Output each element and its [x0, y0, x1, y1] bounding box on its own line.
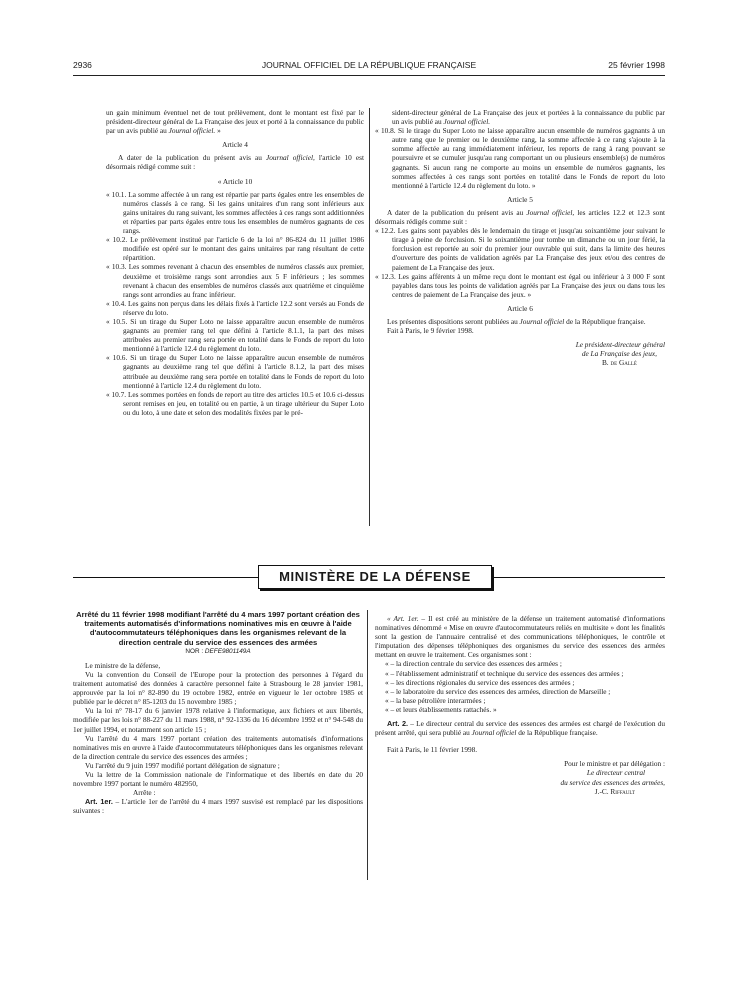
ministry-title: MINISTÈRE DE LA DÉFENSE: [258, 565, 492, 589]
arrete-word: Arrête :: [133, 788, 156, 798]
header-rule: [73, 75, 665, 76]
article-2-text: Art. 2. – Le directeur central du service des essences des armées est chargé de l'exécution du présent arrêté, qui sera publié au Journal officiel de la République française.: [375, 719, 665, 738]
fait-a-paris: Fait à Paris, le 9 février 1998.: [387, 326, 474, 336]
list-item: « 10.5. Si un tirage du Super Loto ne laisse apparaître aucun ensemble de numéros gagnants au premier rang tel que défini à l'article 8.1.1, la part des mises attribuées au premier rang sera portée en totalité dans le Fonds de report du loto mentionné à l'article 12.4 du règlement du loto.: [106, 316, 364, 354]
issue-date: 25 février 1998: [608, 60, 665, 70]
quoted-article: « Art. 1er. – Il est créé au ministère de la défense un traitement automatisé d'informations nominatives dénommé « Mise en œuvre d'autocommutateurs reliés en multisite » dont les finalités sont la gestion de l'annuaire centralisé et des communications téléphoniques, le contrôle et l'imputation des dépenses téléphoniques des organismes du service des essences des armées mettant en œuvre le traitement. Ces organismes sont :: [375, 614, 665, 660]
signatory-title: de La Française des jeux,: [581, 349, 657, 359]
list-item: « 10.7. Les sommes portées en fonds de report au titre des articles 10.5 et 10.6 ci-dessus seront remises en jeu, en totalité ou en partie, à un tirage ultérieur du Super Loto ou du loto, à une date et selon des modalités fixées par le pré-: [106, 389, 364, 417]
body-paragraph: Vu l'arrêté du 4 mars 1997 portant création des traitements automatisés d'informations nominatives mis en œuvre à l'aide d'autocommutateurs téléphoniques dans les organismes relevant de la direction centrale du service des essences des armées ;: [73, 733, 363, 761]
article-6-text: Les présentes dispositions seront publiées au Journal officiel de la République française.: [387, 316, 646, 326]
article-6-heading: Article 6: [507, 303, 533, 313]
article-10-heading: « Article 10: [217, 176, 253, 186]
continuation-paragraph: sident-directeur général de La Française des jeux et portées à la connaissance du public par un avis publié au Journal officiel.: [392, 108, 665, 127]
signatory-line: Le directeur central: [586, 768, 645, 778]
column-divider: [367, 610, 368, 880]
article-5-text: A dater de la publication du présent avis au Journal officiel, les articles 12.2 et 12.3 sont désormais rédigés comme suit :: [375, 207, 665, 227]
signatory-title: Le président-directeur général: [575, 340, 665, 350]
list-item: « 10.8. Si le tirage du Super Loto ne laisse apparaître aucun ensemble de numéros gagnants à un autre rang que le premier ou le deuxième rang, la somme affectée à ce rang s'ajoute à la somme affectée au rang immédiatement inférieur, les reports de rang à rang pouvant se poursuivre et se cumuler jusqu'au rang comportant un ou plusieurs ensemble(s) de numéros gagnants. Si aucun rang ne comporte au moins un ensemble de numéros gagnants, les sommes affectées à ces rangs sont portées en totalité dans le Fonds de report du loto mentionné à l'article 12.4 du règlement du loto. »: [375, 126, 665, 190]
article-5-heading: Article 5: [507, 194, 533, 204]
list-item: « 10.1. La somme affectée à un rang est répartie par parts égales entre les ensembles de numéros classés à ce rang. Si les gains unitaires d'un rang sont inférieurs aux gains unitaires du rang suivant, les sommes affectées à ces rangs sont additionnées et réparties par parts égales entre tous les ensembles de numéros gagnants de ces rangs.: [106, 189, 364, 236]
body-paragraph: Vu la convention du Conseil de l'Europe pour la protection des personnes à l'égard du traitement automatisé des données à caractère personnel faite à Strasbourg le 28 janvier 1981, approuvée par la loi n° 82-890 du 19 octobre 1982, entrée en vigueur le 1er octobre 1985 et publiée par le décret n° 85-1203 du 15 novembre 1985 ;: [73, 670, 363, 707]
body-paragraph: Vu l'arrêté du 9 juin 1997 modifié portant délégation de signature ;: [85, 760, 280, 770]
body-paragraph: Vu la lettre de la Commission nationale de l'informatique et des libertés en date du 20 novembre 1997 portant le numéro 482950,: [73, 770, 363, 789]
list-item: « – la base pétrolière interarmées ;: [385, 695, 486, 705]
right-column-bottom: [375, 614, 665, 796]
fait-a-paris: Fait à Paris, le 11 février 1998.: [387, 745, 478, 755]
list-item: « 10.4. Les gains non perçus dans les délais fixés à l'article 12.2 sont versés au Fonds de réserve du loto.: [106, 298, 364, 317]
left-column-top: [106, 108, 364, 417]
banner-rule-right: [494, 577, 665, 578]
right-column-top: [375, 108, 665, 367]
banner-rule-left: [73, 577, 258, 578]
arrete-title: Arrêté du 11 février 1998 modifiant l'arrêté du 4 mars 1997 portant création des traitements automatisés d'informations nominatives mis en œuvre à l'aide d'autocommutateurs téléphoniques dans les organismes relevant de la direction centrale du service des essences des armées: [76, 610, 360, 647]
signatory-name: J.-C. Riffault: [594, 786, 635, 796]
signatory-line: Pour le ministre et par délégation :: [564, 759, 665, 769]
list-item: « – les directions régionales du service des essences des armées ;: [385, 677, 575, 687]
nor-reference: NOR : DEFE9801149A: [185, 647, 251, 655]
list-item: « – la direction centrale du service des essences des armées ;: [385, 659, 562, 669]
page-number: 2936: [73, 60, 92, 70]
article-4-text: A dater de la publication du présent avis au Journal officiel, l'article 10 est désormais rédigé comme suit :: [106, 153, 364, 172]
list-item: « – et leurs établissements rattachés. »: [385, 704, 497, 714]
article-1-text: Art. 1er. – L'article 1er de l'arrêté du 4 mars 1997 susvisé est remplacé par les dispositions suivantes :: [73, 797, 363, 816]
journal-title: JOURNAL OFFICIEL DE LA RÉPUBLIQUE FRANÇAISE: [261, 60, 477, 70]
body-paragraph: Vu la loi n° 78-17 du 6 janvier 1978 relative à l'informatique, aux fichiers et aux libertés, modifiée par les lois n° 88-227 du 11 mars 1988, n° 92-1336 du 16 décembre 1992 et n° 94-548 du 1er juillet 1994, et notamment son article 15 ;: [73, 706, 363, 734]
body-paragraph: Le ministre de la défense,: [85, 660, 161, 670]
article-4-heading: Article 4: [222, 140, 248, 150]
list-item: « – l'établissement administratif et technique du service des essences des armées ;: [385, 668, 624, 678]
list-item: « 12.3. Les gains afférents à un même reçu dont le montant est égal ou inférieur à 3 000 F sont payables dans tous les points de validation agréés par La Française des jeux ou dans tous les centres de paiement de La Française des jeux. »: [375, 271, 665, 299]
list-item: « 12.2. Les gains sont payables dès le lendemain du tirage et jusqu'au soixantième jour suivant le tirage à peine de forclusion. Si le soixantième jour tombe un dimanche ou un jour férié, la forclusion est reportée au soir du premier jour ouvrable qui suit, dans la limite des heures d'ouverture des points de validation agréés par La Française des jeux et/ou des centres de paiement de La Française des jeux.: [375, 226, 665, 272]
list-item: « 10.2. Le prélèvement institué par l'article 6 de la loi n° 86-824 du 11 juillet 1986 modifiée est opéré sur le montant des gains unitaires par rang résultant de cette répartition.: [106, 235, 364, 263]
page-header: [73, 60, 665, 72]
list-item: « 10.3. Les sommes revenant à chacun des ensembles de numéros classés aux premier, deuxième et troisième rangs sont arrondies aux 5 F inférieurs ; les sommes revenant à chacun des ensembles de numéros classés aux quatrième et cinquième rangs sont arrondies au franc inférieur.: [106, 262, 364, 299]
intro-paragraph: un gain minimum éventuel net de tout prélèvement, dont le montant est fixé par le président-directeur général de La Française des jeux et porté à la connaissance du public par un avis publié au Journal officiel. »: [106, 108, 364, 136]
column-divider: [369, 108, 370, 526]
list-item: « – le laboratoire du service des essences des armées, direction de Marseille ;: [385, 686, 611, 696]
list-item: « 10.6. Si un tirage du Super Loto ne laisse apparaître aucun ensemble de numéros gagnants au deuxième rang tel que défini à l'article 8.1.2, la part des mises attribuée au deuxième rang sera portée en totalité dans le Fonds de report du loto mentionné à l'article 12.4 du règlement du loto.: [106, 353, 364, 390]
left-column-bottom: [73, 610, 363, 816]
signatory-line: du service des essences des armées,: [560, 777, 665, 787]
signatory-name: B. de Gallé: [601, 358, 637, 368]
